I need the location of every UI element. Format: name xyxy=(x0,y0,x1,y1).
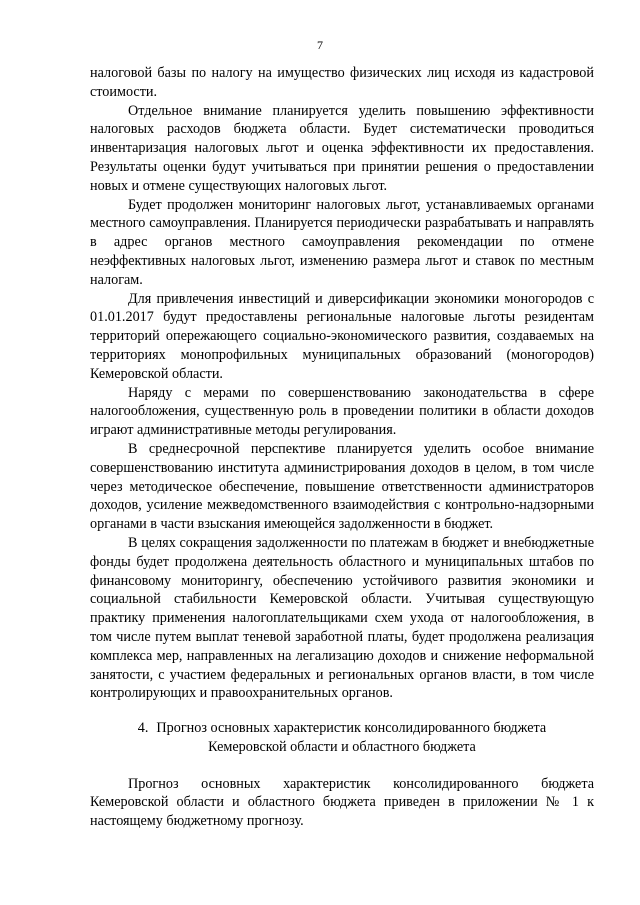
section-number: 4. xyxy=(137,720,149,737)
document-body xyxy=(90,64,594,831)
paragraph: Прогноз основных характеристик консолидированного бюджета Кемеровской области и областного бюджета приведен в приложении № 1 к настоящему бюджетному прогнозу. xyxy=(90,775,594,830)
paragraph: Отдельное внимание планируется уделить повышению эффективности налоговых расходов бюджета области. Будет систематически проводиться инвентаризация налоговых льгот и оценка эффективности их предоставления. Результаты оценки будут учитываться при принятии решения о предоставлении новых и отмене существующих налоговых льгот. xyxy=(90,102,594,194)
paragraph: В среднесрочной перспективе планируется уделить особое внимание совершенствованию института администрирования доходов в целом, в том числе через методическое обеспечение, повышение ответственности администраторов доходов, усиление межведомственного взаимодействия с контрольно-надзорными органами в части взыскания имеющейся задолженности в бюджет. xyxy=(90,440,594,533)
paragraph: В целях сокращения задолженности по платежам в бюджет и внебюджетные фонды будет продолжена деятельность областного и муниципальных штабов по финансовому мониторингу, обеспечению устойчивого развития экономики и социальной стабильности Кемеровской области. Учитывая существующую практику применения налогоплательщиками схем ухода от налогообложения, в том числе путем выплат теневой заработной платы, будет продолжена реализация комплекса мер, направленных на легализацию доходов и снижение неформальной занятости, с участием федеральных и региональных органов власти, в том числе контролирующих и правоохранительных органов. xyxy=(90,534,594,702)
paragraph: Будет продолжен мониторинг налоговых льгот, устанавливаемых органами местного самоуправления. Планируется периодически разрабатывать и направлять в адрес органов местного самоуправления рекомендации по отмене неэффективных налоговых льгот, изменению размера льгот и ставок по местным налогам. xyxy=(90,196,594,288)
paragraph: налоговой базы по налогу на имущество физических лиц исходя из кадастровой стоимости. xyxy=(90,65,594,100)
paragraph: Для привлечения инвестиций и диверсификации экономики моногородов с 01.01.2017 будут предоставлены региональные налоговые льготы резидентам территорий опережающего социально-экономического развития, создаваемых на территориях монопрофильных муниципальных образований (моногородов) Кемеровской области. xyxy=(90,290,594,382)
section-title-line-2: Кемеровской области и областного бюджета xyxy=(208,738,476,755)
section-heading xyxy=(90,719,594,757)
page-number: 7 xyxy=(317,38,323,52)
paragraph: Наряду с мерами по совершенствованию законодательства в сфере налогообложения, существенную роль в проведении политики в области доходов играют административные методы регулирования. xyxy=(90,384,594,439)
section-heading-line-1 xyxy=(90,719,594,738)
section-title-line-1: Прогноз основных характеристик консолидированного бюджета xyxy=(156,720,547,737)
